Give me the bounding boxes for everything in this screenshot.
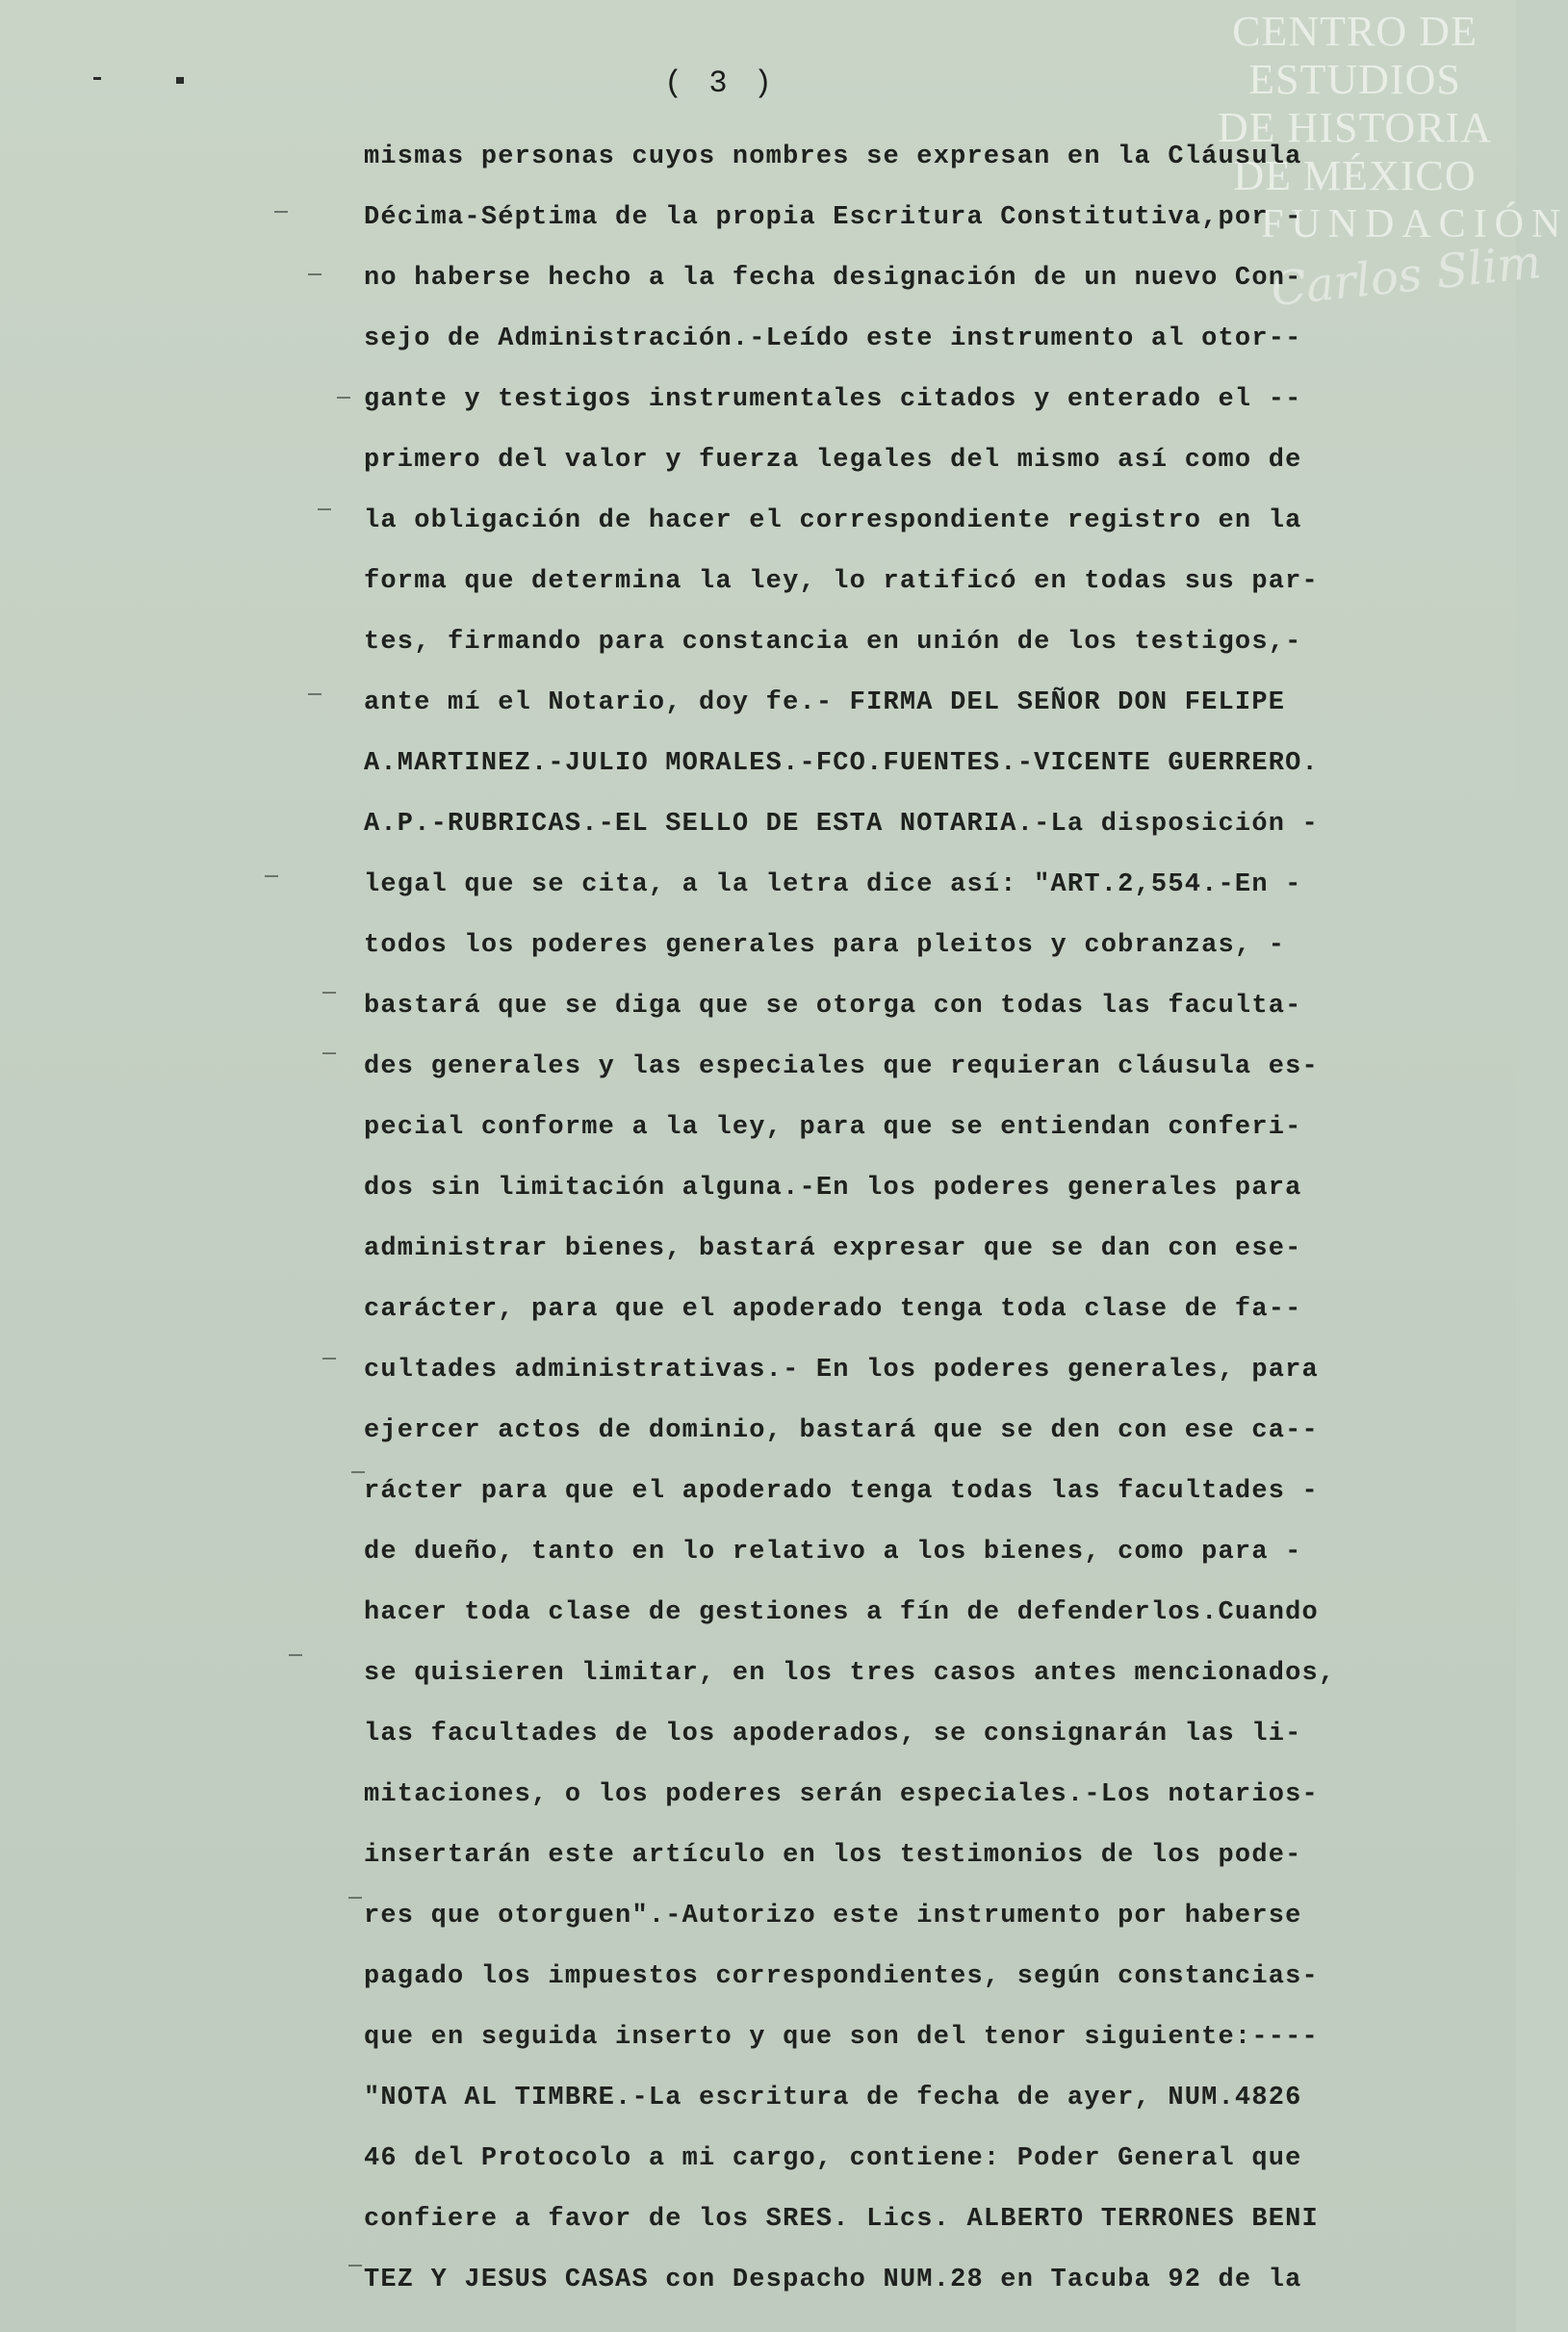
text-line: hacer toda clase de gestiones a fín de defenderlos.Cuando [364,1598,1319,1627]
watermark-signature: Carlos Slim [1268,235,1544,318]
text-line: res que otorguen".-Autorizo este instrumento por haberse [364,1902,1302,1930]
watermark-line-4: DE MÉXICO [1233,152,1477,199]
text-line: mitaciones, o los poderes serán especiales.-Los notarios- [364,1780,1319,1809]
margin-dash [289,1654,302,1656]
text-line: A.P.-RUBRICAS.-EL SELLO DE ESTA NOTARIA.-La disposición - [364,810,1319,839]
watermark-line-5: FUNDACIÓN [1261,202,1568,246]
text-line: bastará que se diga que se otorga con todas las faculta- [364,992,1302,1021]
watermark-line-2: ESTUDIOS [1248,56,1461,103]
text-line: mismas personas cuyos nombres se expresan en la Cláusula [364,143,1302,171]
text-line: que en seguida inserto y que son del tenor siguiente:---- [364,2023,1319,2052]
text-line: tes, firmando para constancia en unión de los testigos,- [364,628,1302,657]
text-line: gante y testigos instrumentales citados y enterado el -- [364,385,1302,414]
watermark-line-3: DE HISTORIA [1217,104,1493,151]
text-line: sejo de Administración.-Leído este instrumento al otor-- [364,324,1302,353]
text-line: A.MARTINEZ.-JULIO MORALES.-FCO.FUENTES.-VICENTE GUERRERO. [364,749,1319,778]
margin-dash [308,273,321,275]
text-line: insertarán este artículo en los testimonios de los pode- [364,1841,1302,1870]
text-line: forma que determina la ley, lo ratificó en todas sus par- [364,567,1319,596]
page-number: ( 3 ) [664,65,777,101]
margin-dash [308,693,321,695]
text-line: no haberse hecho a la fecha designación de un nuevo Con- [364,264,1302,293]
text-line: "NOTA AL TIMBRE.-La escritura de fecha de ayer, NUM.4826 [364,2084,1302,2112]
text-line: pecial conforme a la ley, para que se entiendan conferi- [364,1113,1302,1142]
margin-dash [322,992,336,994]
margin-dash [337,397,350,399]
watermark-line-1: CENTRO DE [1232,8,1478,55]
margin-dash [265,875,278,877]
text-line: todos los poderes generales para pleitos y cobranzas, - [364,931,1286,960]
text-line: confiere a favor de los SRES. Lics. ALBERTO TERRONES BENI [364,2205,1319,2234]
typed-text-body [364,127,1394,2311]
margin-mark [176,77,184,84]
text-line: dos sin limitación alguna.-En los poderes generales para [364,1174,1302,1203]
text-line: cultades administrativas.- En los poderes generales, para [364,1356,1319,1385]
margin-dash [348,2265,362,2267]
margin-dash [322,1052,336,1054]
text-line: TEZ Y JESUS CASAS con Despacho NUM.28 en Tacuba 92 de la [364,2266,1302,2294]
margin-dash [322,1358,336,1360]
text-line: pagado los impuestos correspondientes, según constancias- [364,1962,1319,1991]
text-line: administrar bienes, bastará expresar que se dan con ese- [364,1234,1302,1263]
text-line: la obligación de hacer el correspondiente registro en la [364,506,1302,535]
margin-dash [318,508,331,510]
text-line: carácter, para que el apoderado tenga toda clase de fa-- [364,1295,1302,1324]
text-line: las facultades de los apoderados, se consignarán las li- [364,1720,1302,1749]
text-line: rácter para que el apoderado tenga todas las facultades - [364,1477,1319,1506]
margin-dash [274,211,288,213]
text-line: se quisieren limitar, en los tres casos antes mencionados, [364,1659,1336,1688]
text-line: 46 del Protocolo a mi cargo, contiene: Poder General que [364,2144,1302,2173]
text-line: des generales y las especiales que requieran cláusula es- [364,1052,1319,1081]
text-line: Décima-Séptima de la propia Escritura Constitutiva,por - [364,203,1302,232]
margin-mark [93,77,101,80]
margin-dash [348,1897,362,1899]
text-line: de dueño, tanto en lo relativo a los bienes, como para - [364,1538,1302,1567]
text-line: primero del valor y fuerza legales del mismo así como de [364,446,1302,475]
text-line: ante mí el Notario, doy fe.- FIRMA DEL SEÑOR DON FELIPE [364,688,1286,717]
text-line: legal que se cita, a la letra dice así: "ART.2,554.-En - [364,870,1302,899]
margin-dash [351,1471,365,1473]
text-line: ejercer actos de dominio, bastará que se den con ese ca-- [364,1416,1319,1445]
